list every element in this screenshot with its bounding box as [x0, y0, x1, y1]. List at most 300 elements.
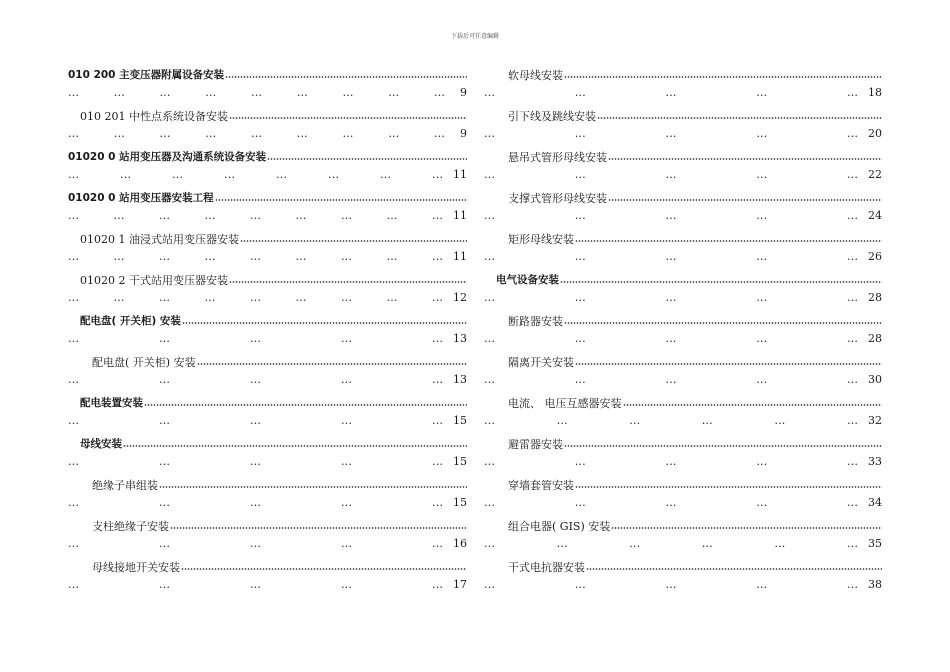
ellipsis-leader — [68, 291, 443, 304]
ellipsis-leader — [484, 414, 858, 427]
toc-entry-page-line — [484, 414, 882, 430]
ellipsis-glyph: … — [665, 291, 677, 304]
ellipsis-glyph: … — [701, 537, 713, 550]
toc-entry-page-line — [68, 414, 467, 430]
ellipsis-glyph: … — [774, 537, 786, 550]
toc-entry-page-line — [68, 496, 467, 512]
ellipsis-glyph: … — [556, 537, 568, 550]
ellipsis-glyph: … — [205, 127, 217, 140]
ellipsis-glyph: … — [204, 209, 216, 222]
dot-leader — [225, 76, 467, 78]
ellipsis-glyph: … — [665, 209, 677, 222]
ellipsis-leader — [484, 373, 858, 386]
ellipsis-glyph: … — [159, 332, 170, 345]
ellipsis-glyph: … — [341, 332, 352, 345]
toc-page-number: 15 — [453, 414, 467, 427]
toc-entry-title: 配电盘( 开关柜) 安装 — [80, 315, 181, 327]
dot-leader — [575, 363, 882, 365]
ellipsis-glyph: … — [341, 537, 352, 550]
toc-entry-title: 支柱绝缘子安装 — [92, 520, 169, 533]
ellipsis-glyph: … — [250, 291, 261, 304]
toc-entry-title: 软母线安装 — [508, 69, 563, 82]
toc-entry-title: 电气设备安装 — [496, 274, 559, 286]
ellipsis-glyph: … — [250, 250, 261, 263]
toc-entry-page-line — [68, 578, 467, 594]
ellipsis-leader — [484, 209, 858, 222]
toc-entry-title: 引下线及跳线安装 — [508, 110, 596, 123]
toc-page-number: 28 — [868, 291, 882, 304]
toc-entry[interactable] — [484, 313, 882, 354]
toc-entry-title-line — [68, 149, 467, 165]
ellipsis-glyph: … — [388, 86, 400, 99]
ellipsis-glyph: … — [484, 537, 495, 550]
toc-entry[interactable] — [68, 354, 467, 395]
ellipsis-glyph: … — [432, 332, 443, 345]
ellipsis-glyph: … — [574, 578, 586, 591]
toc-entry-page-line — [484, 127, 882, 143]
toc-entry-title: 01020 1 油浸式站用变压器安装 — [80, 233, 239, 246]
ellipsis-leader — [484, 332, 858, 345]
ellipsis-glyph: … — [665, 127, 677, 140]
ellipsis-glyph: … — [847, 291, 858, 304]
toc-entry[interactable] — [484, 190, 882, 231]
ellipsis-glyph: … — [68, 373, 79, 386]
toc-page-number: 17 — [453, 578, 467, 591]
toc-entry-title: 悬吊式管形母线安装 — [508, 151, 607, 164]
toc-entry-title-line — [484, 190, 882, 206]
ellipsis-leader — [484, 537, 858, 550]
ellipsis-glyph: … — [341, 291, 352, 304]
toc-entry-title-line — [68, 190, 467, 206]
toc-entry-page-line — [484, 209, 882, 225]
toc-entry-title-line — [484, 149, 882, 165]
ellipsis-glyph: … — [484, 127, 495, 140]
toc-entry-title-line — [484, 231, 882, 247]
ellipsis-glyph: … — [68, 332, 79, 345]
toc-page-number: 18 — [868, 86, 882, 99]
dot-leader — [181, 568, 467, 570]
ellipsis-glyph: … — [484, 496, 495, 509]
toc-entry[interactable] — [484, 272, 882, 313]
ellipsis-glyph: … — [574, 455, 586, 468]
ellipsis-glyph: … — [434, 86, 445, 99]
toc-entry-page-line — [68, 209, 467, 225]
ellipsis-glyph: … — [847, 496, 858, 509]
toc-entry-page-line — [68, 291, 467, 307]
toc-entry[interactable] — [68, 518, 467, 559]
toc-entry[interactable] — [68, 436, 467, 477]
toc-page-number: 32 — [868, 414, 882, 427]
ellipsis-glyph: … — [341, 209, 352, 222]
ellipsis-glyph: … — [432, 578, 443, 591]
dot-leader — [575, 486, 882, 488]
toc-entry[interactable] — [68, 395, 467, 436]
ellipsis-glyph: … — [159, 209, 170, 222]
ellipsis-glyph: … — [665, 86, 677, 99]
ellipsis-glyph: … — [665, 332, 677, 345]
toc-entry[interactable] — [484, 518, 882, 559]
ellipsis-glyph: … — [756, 250, 768, 263]
toc-entry-title-line — [484, 108, 882, 124]
ellipsis-glyph: … — [556, 414, 568, 427]
toc-page-number: 24 — [868, 209, 882, 222]
toc-entry-page-line — [484, 250, 882, 266]
ellipsis-glyph: … — [756, 86, 768, 99]
toc-entry[interactable] — [484, 149, 882, 190]
ellipsis-glyph: … — [386, 209, 398, 222]
ellipsis-glyph: … — [68, 496, 79, 509]
dot-leader — [608, 158, 882, 160]
ellipsis-glyph: … — [665, 496, 677, 509]
toc-entry-title-line — [68, 436, 467, 452]
toc-entry-title-line — [484, 67, 882, 83]
toc-entry-title-line — [68, 518, 467, 534]
toc-entry[interactable] — [68, 67, 467, 108]
ellipsis-glyph: … — [484, 291, 495, 304]
ellipsis-glyph: … — [484, 250, 495, 263]
ellipsis-glyph: … — [574, 291, 586, 304]
toc-entry-title: 01020 0 站用变压器安装工程 — [68, 192, 214, 204]
toc-page-number: 12 — [453, 291, 467, 304]
dot-leader — [597, 117, 882, 119]
dot-leader — [170, 527, 467, 529]
toc-entry-title: 01020 0 站用变压器及沟通系统设备安装 — [68, 151, 267, 163]
ellipsis-glyph: … — [205, 86, 217, 99]
dot-leader — [575, 240, 882, 242]
toc-entry-title: 01020 2 干式站用变压器安装 — [80, 274, 228, 287]
toc-entry-title: 绝缘子串组装 — [92, 479, 158, 492]
ellipsis-glyph: … — [68, 578, 79, 591]
ellipsis-glyph: … — [665, 578, 677, 591]
ellipsis-glyph: … — [847, 455, 858, 468]
ellipsis-glyph: … — [432, 209, 443, 222]
ellipsis-glyph: … — [159, 578, 170, 591]
toc-page-number: 30 — [868, 373, 882, 386]
toc-page-number: 15 — [453, 455, 467, 468]
toc-entry-title: 母线接地开关安装 — [92, 561, 180, 574]
ellipsis-glyph: … — [847, 86, 858, 99]
ellipsis-glyph: … — [159, 455, 170, 468]
ellipsis-glyph: … — [224, 168, 235, 181]
toc-entry-title: 010 200 主变压器附属设备安装 — [68, 69, 225, 81]
ellipsis-glyph: … — [342, 127, 354, 140]
ellipsis-glyph: … — [328, 168, 339, 181]
dot-leader — [267, 158, 467, 160]
toc-entry-title-line — [68, 108, 467, 124]
ellipsis-leader — [68, 496, 443, 509]
ellipsis-leader — [68, 578, 443, 591]
ellipsis-leader — [68, 455, 443, 468]
ellipsis-glyph: … — [296, 127, 308, 140]
ellipsis-glyph: … — [341, 414, 352, 427]
toc-page-number: 38 — [868, 578, 882, 591]
toc-entry-page-line — [484, 168, 882, 184]
ellipsis-glyph: … — [276, 168, 287, 181]
ellipsis-glyph: … — [756, 291, 768, 304]
ellipsis-glyph: … — [432, 373, 443, 386]
ellipsis-glyph: … — [251, 86, 262, 99]
ellipsis-glyph: … — [574, 373, 586, 386]
ellipsis-glyph: … — [432, 168, 443, 181]
ellipsis-glyph: … — [574, 496, 586, 509]
toc-entry-title-line — [68, 67, 467, 83]
toc-right-column — [484, 67, 882, 600]
toc-entry[interactable] — [68, 272, 467, 313]
toc-entry-page-line — [484, 86, 882, 102]
toc-entry[interactable] — [484, 231, 882, 272]
ellipsis-glyph: … — [665, 250, 677, 263]
ellipsis-glyph: … — [574, 332, 586, 345]
dot-leader — [159, 486, 467, 488]
ellipsis-glyph: … — [484, 332, 495, 345]
toc-entry-title: 避雷器安装 — [508, 438, 563, 451]
toc-page-number: 20 — [868, 127, 882, 140]
toc-entry[interactable] — [68, 313, 467, 354]
toc-page-number: 28 — [868, 332, 882, 345]
ellipsis-glyph: … — [159, 537, 170, 550]
ellipsis-glyph: … — [574, 86, 586, 99]
toc-entry-title: 断路器安装 — [508, 315, 563, 328]
toc-entry[interactable] — [68, 149, 467, 190]
ellipsis-glyph: … — [113, 86, 125, 99]
toc-page-number: 11 — [453, 250, 467, 263]
toc-entry-title-line — [484, 313, 882, 329]
ellipsis-glyph: … — [68, 168, 79, 181]
dot-leader — [229, 281, 467, 283]
ellipsis-glyph: … — [432, 496, 443, 509]
ellipsis-glyph: … — [846, 537, 858, 550]
ellipsis-glyph: … — [665, 373, 677, 386]
dot-leader — [586, 568, 882, 570]
ellipsis-glyph: … — [113, 291, 125, 304]
dot-leader — [144, 404, 467, 406]
ellipsis-glyph: … — [847, 332, 858, 345]
toc-entry-title-line — [68, 354, 467, 370]
ellipsis-glyph: … — [159, 414, 170, 427]
ellipsis-glyph: … — [386, 250, 398, 263]
toc-entry[interactable] — [68, 477, 467, 518]
toc-page-number: 35 — [868, 537, 882, 550]
ellipsis-glyph: … — [68, 537, 79, 550]
ellipsis-glyph: … — [665, 455, 677, 468]
ellipsis-leader — [484, 250, 858, 263]
toc-entry-title-line — [68, 477, 467, 493]
ellipsis-leader — [68, 250, 443, 263]
ellipsis-glyph: … — [484, 578, 495, 591]
toc-entry-title: 组合电器( GIS) 安装 — [508, 520, 611, 533]
ellipsis-glyph: … — [68, 414, 79, 427]
toc-page-number: 22 — [868, 168, 882, 181]
ellipsis-leader — [484, 578, 858, 591]
ellipsis-glyph: … — [120, 168, 131, 181]
dot-leader — [229, 117, 467, 119]
ellipsis-leader — [484, 496, 858, 509]
ellipsis-glyph: … — [434, 127, 445, 140]
toc-page-number: 11 — [453, 209, 467, 222]
toc-entry-page-line — [484, 373, 882, 389]
toc-entry-page-line — [68, 332, 467, 348]
ellipsis-glyph: … — [847, 168, 858, 181]
toc-entry[interactable] — [68, 559, 467, 600]
ellipsis-glyph: … — [68, 250, 79, 263]
ellipsis-glyph: … — [204, 291, 216, 304]
ellipsis-glyph: … — [159, 373, 170, 386]
toc-page-number: 34 — [868, 496, 882, 509]
toc-entry-title: 010 201 中性点系统设备安装 — [80, 110, 228, 123]
ellipsis-leader — [68, 537, 443, 550]
ellipsis-glyph: … — [484, 209, 495, 222]
toc-entry-title-line — [484, 518, 882, 534]
toc-entry-page-line — [68, 250, 467, 266]
toc-entry[interactable] — [484, 67, 882, 108]
dot-leader — [611, 527, 882, 529]
ellipsis-leader — [484, 455, 858, 468]
toc-page-number: 9 — [460, 86, 467, 99]
ellipsis-glyph: … — [159, 86, 171, 99]
ellipsis-glyph: … — [68, 209, 79, 222]
dot-leader — [197, 363, 467, 365]
ellipsis-glyph: … — [68, 86, 79, 99]
ellipsis-glyph: … — [484, 168, 495, 181]
ellipsis-glyph: … — [847, 250, 858, 263]
ellipsis-glyph: … — [574, 250, 586, 263]
toc-entry[interactable] — [484, 477, 882, 518]
ellipsis-glyph: … — [574, 127, 586, 140]
ellipsis-glyph: … — [380, 168, 391, 181]
ellipsis-glyph: … — [386, 291, 398, 304]
ellipsis-glyph: … — [113, 250, 125, 263]
toc-entry-page-line — [68, 455, 467, 471]
ellipsis-glyph: … — [847, 127, 858, 140]
toc-entry[interactable] — [484, 395, 882, 436]
toc-page-number: 26 — [868, 250, 882, 263]
dot-leader — [240, 240, 467, 242]
toc-left-column — [68, 67, 467, 600]
ellipsis-glyph: … — [629, 414, 641, 427]
toc-entry[interactable] — [68, 190, 467, 231]
ellipsis-glyph: … — [341, 455, 352, 468]
toc-entry-title-line — [484, 395, 882, 411]
ellipsis-leader — [68, 168, 443, 181]
ellipsis-glyph: … — [484, 86, 495, 99]
toc-entry-title-line — [68, 559, 467, 575]
ellipsis-glyph: … — [756, 373, 768, 386]
ellipsis-glyph: … — [432, 537, 443, 550]
ellipsis-glyph: … — [484, 414, 495, 427]
ellipsis-glyph: … — [341, 373, 352, 386]
ellipsis-glyph: … — [432, 250, 443, 263]
ellipsis-glyph: … — [756, 455, 768, 468]
ellipsis-glyph: … — [295, 291, 307, 304]
ellipsis-glyph: … — [756, 209, 768, 222]
ellipsis-glyph: … — [250, 332, 261, 345]
toc-entry-title-line — [484, 272, 882, 288]
toc-entry-title: 母线安装 — [80, 438, 122, 450]
ellipsis-leader — [68, 86, 445, 99]
toc-entry-page-line — [484, 455, 882, 471]
ellipsis-leader — [484, 86, 858, 99]
toc-entry-title-line — [484, 436, 882, 452]
ellipsis-glyph: … — [342, 86, 354, 99]
ellipsis-glyph: … — [250, 373, 261, 386]
ellipsis-glyph: … — [846, 414, 858, 427]
toc-page-number: 16 — [453, 537, 467, 550]
dot-leader — [564, 76, 882, 78]
ellipsis-leader — [484, 127, 858, 140]
ellipsis-glyph: … — [295, 250, 307, 263]
toc-entry-title-line — [68, 272, 467, 288]
toc-entry-page-line — [68, 373, 467, 389]
toc-entry-title: 矩形母线安装 — [508, 233, 574, 246]
toc-entry-title: 配电盘( 开关柜) 安装 — [92, 356, 196, 369]
toc-entry-page-line — [484, 332, 882, 348]
toc-entry[interactable] — [484, 559, 882, 600]
ellipsis-glyph: … — [847, 209, 858, 222]
ellipsis-glyph: … — [295, 209, 307, 222]
toc-entry-page-line — [68, 168, 467, 184]
toc-entry[interactable] — [484, 354, 882, 395]
toc-entry-title: 穿墙套管安装 — [508, 479, 574, 492]
toc-entry-title: 电流、 电压互感器安装 — [508, 397, 622, 410]
ellipsis-glyph: … — [159, 291, 170, 304]
ellipsis-glyph: … — [629, 537, 641, 550]
ellipsis-glyph: … — [432, 414, 443, 427]
ellipsis-leader — [68, 332, 443, 345]
toc-entry-page-line — [484, 537, 882, 553]
ellipsis-glyph: … — [388, 127, 400, 140]
ellipsis-glyph: … — [665, 168, 677, 181]
toc-page-number: 11 — [453, 168, 467, 181]
toc-entry[interactable] — [484, 108, 882, 149]
ellipsis-glyph: … — [574, 168, 586, 181]
toc-entry[interactable] — [68, 108, 467, 149]
ellipsis-glyph: … — [756, 578, 768, 591]
toc-entry[interactable] — [68, 231, 467, 272]
toc-entry-title-line — [68, 395, 467, 411]
toc-entry-title-line — [484, 477, 882, 493]
ellipsis-glyph: … — [756, 168, 768, 181]
ellipsis-glyph: … — [574, 209, 586, 222]
toc-entry-title-line — [68, 231, 467, 247]
ellipsis-glyph: … — [250, 537, 261, 550]
ellipsis-glyph: … — [432, 291, 443, 304]
ellipsis-glyph: … — [159, 250, 170, 263]
ellipsis-glyph: … — [341, 250, 352, 263]
ellipsis-glyph: … — [756, 496, 768, 509]
toc-page-number: 15 — [453, 496, 467, 509]
ellipsis-glyph: … — [847, 373, 858, 386]
toc-page-number: 13 — [453, 332, 467, 345]
toc-page-number: 9 — [460, 127, 467, 140]
toc-entry-title-line — [484, 559, 882, 575]
dot-leader — [560, 281, 882, 283]
ellipsis-glyph: … — [159, 127, 171, 140]
ellipsis-glyph: … — [204, 250, 216, 263]
toc-entry-title: 干式电抗器安装 — [508, 561, 585, 574]
toc-entry-page-line — [484, 578, 882, 594]
ellipsis-glyph: … — [774, 414, 786, 427]
ellipsis-glyph: … — [250, 496, 261, 509]
toc-entry[interactable] — [484, 436, 882, 477]
dot-leader — [182, 322, 467, 324]
ellipsis-glyph: … — [113, 209, 125, 222]
ellipsis-glyph: … — [296, 86, 308, 99]
toc-entry-page-line — [484, 496, 882, 512]
toc-page-number: 13 — [453, 373, 467, 386]
ellipsis-glyph: … — [341, 578, 352, 591]
toc-entry-page-line — [68, 127, 467, 143]
toc-entry-page-line — [68, 537, 467, 553]
